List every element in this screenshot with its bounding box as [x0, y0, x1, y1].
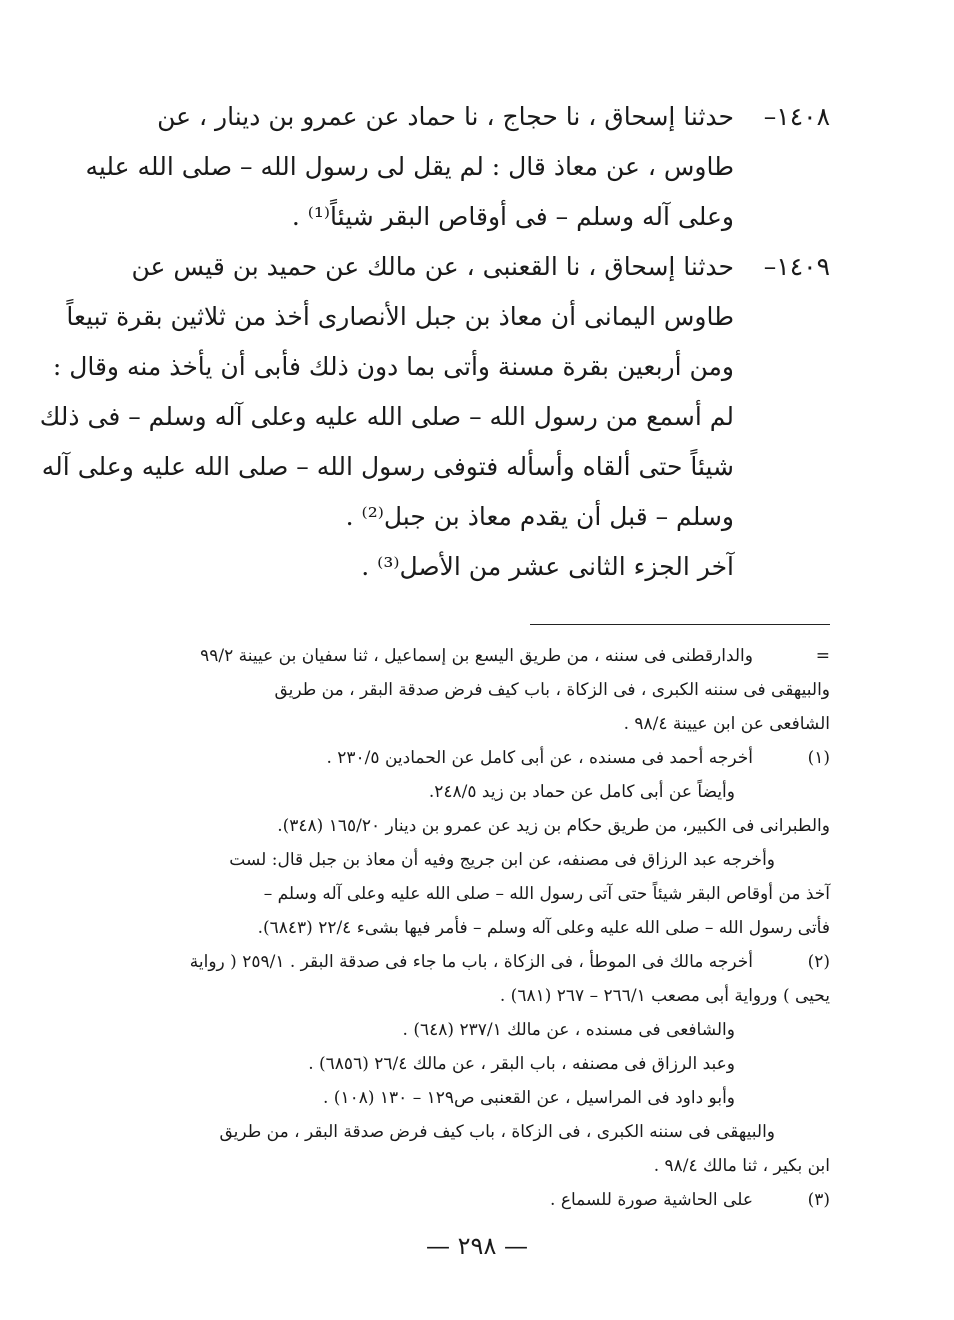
hadith-line [66, 292, 830, 342]
hadith-line [41, 442, 830, 492]
page-number: — ٢٩٨ — [426, 1232, 528, 1260]
hadith-line [39, 392, 830, 442]
footnote-row [130, 673, 830, 707]
page-body [39, 92, 830, 1217]
footnote-row [130, 809, 830, 843]
footnote-marker: (٣) [807, 1190, 830, 1210]
footnote-text: والبيهقى فى سننه الكبرى ، فى الزكاة ، باب كيف فرض صدقة البقر ، من طريق [274, 680, 830, 700]
footnote-marker: (١) [807, 748, 830, 768]
footnote-row [130, 1149, 830, 1183]
hadith-text: شيئاً حتى ألقاه وأسأله فتوفى رسول الله – صلى الله عليه وعلى آله [41, 452, 734, 481]
hadith-text: ومن أربعين بقرة مسنة وأتى بما دون ذلك فأبى أن يأخذ منه وقال : [52, 352, 734, 381]
footnote-text: الشافعى عن ابن عيينة ٩٨/٤ . [623, 714, 830, 734]
footnote-row [130, 979, 830, 1013]
hadith-text: وعلى آله وسلم – فى أوقاص البقر شيئاً⁽¹⁾ . [291, 202, 734, 231]
footnote-text: فأتى رسول الله – صلى الله عليه وعلى آله وسلم – فأمر فيها بشىء ٢٢/٤ (٦٨٤٣). [257, 918, 830, 938]
footnote-marker: = [815, 646, 830, 666]
footnote-text: والشافعى فى مسنده ، عن مالك ٢٣٧/١ (٦٤٨) . [402, 1020, 735, 1040]
footnote-text: آخذ من أوقاص البقر شيئاً حتى آتى رسول الله – صلى الله عليه وعلى آله وسلم – [263, 884, 830, 904]
footnote-row [130, 1183, 830, 1217]
footnote-text: وأبو داود فى المراسيل ، عن القعنبى ص١٢٩ – ١٣٠ (١٠٨) . [322, 1088, 735, 1108]
footnote-row [130, 775, 830, 809]
footnote-row [130, 945, 830, 979]
hadith-1 [85, 92, 830, 242]
footnotes-section [130, 639, 830, 1217]
footnote-text: أخرجه أحمد فى مسنده ، عن أبى كامل عن الحمادين ٢٣٠/٥ . [326, 748, 753, 768]
hadith-number: ١٤٠٨– [763, 102, 830, 131]
hadith-text: طاوس ، عن معاذ قال : لم يقل لى رسول الله – صلى الله عليه [85, 152, 734, 181]
footnote-text: وأيضاً عن أبى كامل عن حماد بن زيد ٢٤٨/٥. [428, 782, 735, 802]
hadith-number: ١٤٠٩– [763, 252, 830, 281]
footnote-row [130, 1013, 830, 1047]
hadith-text: لم أسمع من رسول الله – صلى الله عليه وعلى آله وسلم – فى ذلك [39, 402, 734, 431]
footnote-text: أخرجه مالك فى الموطأ ، فى الزكاة ، باب ما جاء فى صدقة البقر . ٢٥٩/١ ( رواية [189, 952, 753, 972]
hadith-line [85, 142, 830, 192]
hadith-text: حدثنا إسحاق ، نا حجاج ، نا حماد عن عمرو بن دينار ، عن [157, 102, 734, 131]
hadith-line [130, 492, 830, 542]
footnote-row [130, 741, 830, 775]
hadith-line [52, 342, 830, 392]
hadith-line [130, 92, 830, 142]
footnote-row [130, 1081, 830, 1115]
footnote-divider [530, 624, 830, 625]
footnote-text: وأخرجه عبد الرزاق فى مصنفه، عن ابن جريج وفيه أن معاذ بن جبل قال: لست [229, 850, 775, 870]
footnote-text: وعبد الرزاق فى مصنفه ، باب البقر ، عن مالك ٢٦/٤ (٦٨٥٦) . [308, 1054, 735, 1074]
footnote-row [130, 639, 830, 673]
footnote-marker: (٢) [807, 952, 830, 972]
hadith-text: حدثنا إسحاق ، نا القعنبى ، عن مالك عن حميد بن قيس عن [131, 252, 734, 281]
footnote-text: والدارقطنى فى سننه ، من طريق اليسع بن إسماعيل ، ثنا سفيان بن عيينة ٩٩/٢ [200, 646, 753, 666]
footnote-row [130, 877, 830, 911]
hadith-2 [39, 242, 830, 592]
footnote-text: والبيهقى فى سننه الكبرى ، فى الزكاة ، باب كيف فرض صدقة البقر ، من طريق [219, 1122, 775, 1142]
hadith-text: طاوس اليمانى أن معاذ بن جبل الأنصارى أخذ من ثلاثين بقرة تبيعاً [66, 302, 734, 331]
footnote-text: على الحاشية صورة للسماع . [550, 1190, 753, 1210]
footnote-row [130, 707, 830, 741]
footnote-row [130, 911, 830, 945]
footnote-text: والطبرانى فى الكبير، من طريق حكام بن زيد عن عمرو بن دينار ١٦٥/٢٠ (٣٤٨). [277, 816, 830, 836]
hadith-line [130, 242, 830, 292]
hadith-text: آخر الجزء الثانى عشر من الأصل⁽³⁾ . [361, 552, 734, 581]
hadith-line [130, 192, 830, 242]
footnote-row [130, 843, 830, 877]
footnote-text: ابن بكير ، ثنا مالك ٩٨/٤ . [653, 1156, 830, 1176]
footnote-row [130, 1115, 830, 1149]
hadith-line [130, 542, 830, 592]
footnote-text: يحيى ) ورواية أبى مصعب ٢٦٦/١ – ٢٦٧ (٦٨١) . [499, 986, 830, 1006]
hadith-text: وسلم – قبل أن يقدم معاذ بن جبل⁽²⁾ . [345, 502, 734, 531]
hadith-section [39, 92, 830, 592]
footnote-row [130, 1047, 830, 1081]
